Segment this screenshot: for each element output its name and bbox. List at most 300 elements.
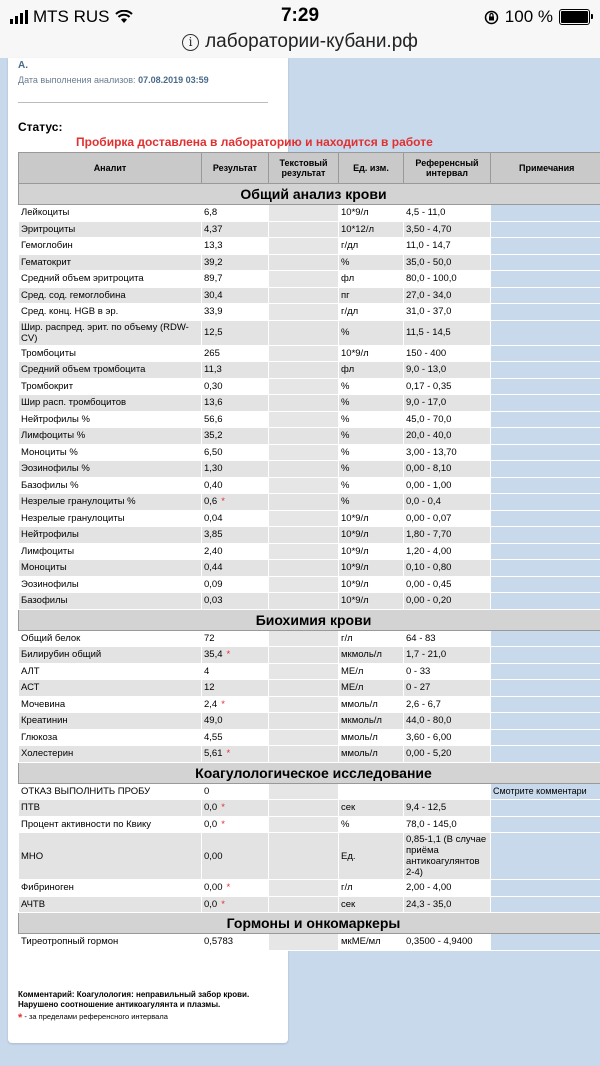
result-value: 0,30 (202, 378, 269, 395)
lab-comment: Комментарий: Коагулология: неправильный забор крови. Нарушено соотношение антикоагулянта и плазмы. (18, 990, 250, 1009)
note (491, 362, 600, 379)
note (491, 411, 600, 428)
result-value: 11,3 (202, 362, 269, 379)
table-row (19, 477, 600, 494)
unit: г/л (339, 880, 404, 897)
note (491, 395, 600, 412)
out-of-range-star-icon: * (221, 496, 225, 508)
patient-initial: А. (18, 60, 28, 71)
table-row (19, 494, 600, 511)
note (491, 576, 600, 593)
unit: % (339, 254, 404, 271)
unit: фл (339, 271, 404, 288)
reference-interval: 3,60 - 6,00 (404, 729, 491, 746)
text-result (269, 696, 339, 713)
unit: Ед. (339, 833, 404, 880)
unit: мкмоль/л (339, 647, 404, 664)
unit (339, 783, 404, 800)
section-title: Гормоны и онкомаркеры (19, 913, 600, 934)
table-row (19, 816, 600, 833)
unit: сек (339, 896, 404, 913)
result-value: 12 (202, 680, 269, 697)
analyte-name: Средний объем тромбоцита (19, 362, 202, 379)
note (491, 560, 600, 577)
orientation-lock-icon (484, 10, 499, 25)
unit: 10*9/л (339, 527, 404, 544)
note (491, 833, 600, 880)
table-row (19, 833, 600, 880)
reference-interval: 0 - 33 (404, 663, 491, 680)
text-result (269, 680, 339, 697)
result-value: 6,8 (202, 205, 269, 222)
column-header-reference: Референсный интервал (404, 153, 491, 184)
reference-interval: 0,00 - 0,45 (404, 576, 491, 593)
reference-interval: 0,00 - 5,20 (404, 746, 491, 763)
analysis-date: Дата выполнения анализов: 07.08.2019 03:59 (18, 75, 209, 85)
reference-interval: 0,00 - 0,20 (404, 593, 491, 610)
unit: % (339, 411, 404, 428)
reference-interval: 80,0 - 100,0 (404, 271, 491, 288)
section-header (19, 609, 600, 630)
text-result (269, 527, 339, 544)
table-row (19, 320, 600, 345)
out-of-range-star-icon: * (226, 882, 231, 894)
table-row (19, 663, 600, 680)
reference-interval: 0,00 - 8,10 (404, 461, 491, 478)
result-value: 4,37 (202, 221, 269, 238)
unit: ммоль/л (339, 729, 404, 746)
result-value: 13,6 (202, 395, 269, 412)
status-label: Статус: (18, 120, 63, 134)
reference-interval: 3,00 - 13,70 (404, 444, 491, 461)
unit: МЕ/л (339, 663, 404, 680)
unit: фл (339, 362, 404, 379)
text-result (269, 593, 339, 610)
note (491, 494, 600, 511)
reference-interval: 3,50 - 4,70 (404, 221, 491, 238)
note (491, 680, 600, 697)
reference-interval: 20,0 - 40,0 (404, 428, 491, 445)
table-row (19, 647, 600, 664)
table-row (19, 560, 600, 577)
note (491, 880, 600, 897)
note (491, 527, 600, 544)
analyte-name: МНО (19, 833, 202, 880)
text-result (269, 345, 339, 362)
unit: % (339, 494, 404, 511)
section-header (19, 913, 600, 934)
unit: % (339, 816, 404, 833)
analyte-name: АСТ (19, 680, 202, 697)
table-row (19, 593, 600, 610)
out-of-range-star-icon: * (18, 1012, 23, 1024)
result-value: 2,40 (202, 543, 269, 560)
reference-interval: 1,20 - 4,00 (404, 543, 491, 560)
text-result (269, 477, 339, 494)
unit: 10*9/л (339, 593, 404, 610)
table-row (19, 444, 600, 461)
note (491, 800, 600, 817)
unit: 10*9/л (339, 576, 404, 593)
table-row (19, 696, 600, 713)
analyte-name: Моноциты % (19, 444, 202, 461)
table-row (19, 729, 600, 746)
result-value: 12,5 (202, 320, 269, 345)
out-of-range-star-icon: * (221, 802, 225, 814)
text-result (269, 934, 339, 951)
result-value: 39,2 (202, 254, 269, 271)
text-result (269, 428, 339, 445)
reference-interval: 24,3 - 35,0 (404, 896, 491, 913)
table-row (19, 411, 600, 428)
result-value: 4 (202, 663, 269, 680)
result-value: 56,6 (202, 411, 269, 428)
text-result (269, 304, 339, 321)
note (491, 696, 600, 713)
note (491, 729, 600, 746)
note (491, 221, 600, 238)
result-value: 89,7 (202, 271, 269, 288)
note (491, 345, 600, 362)
unit: 10*9/л (339, 543, 404, 560)
result-value: 3,85 (202, 527, 269, 544)
text-result (269, 378, 339, 395)
result-value: 5,61 * (202, 746, 269, 763)
analyte-name: Фибриноген (19, 880, 202, 897)
result-value: 0,5783 (202, 934, 269, 951)
analyte-name: ОТКАЗ ВЫПОЛНИТЬ ПРОБУ (19, 783, 202, 800)
text-result (269, 783, 339, 800)
result-value: 35,4 * (202, 647, 269, 664)
table-row (19, 896, 600, 913)
table-row (19, 746, 600, 763)
note (491, 320, 600, 345)
unit: % (339, 395, 404, 412)
reference-interval: 11,0 - 14,7 (404, 238, 491, 255)
unit: % (339, 461, 404, 478)
out-of-range-star-icon: * (226, 748, 231, 760)
ios-status-bar (0, 0, 600, 32)
text-result (269, 833, 339, 880)
reference-interval: 35,0 - 50,0 (404, 254, 491, 271)
note (491, 287, 600, 304)
analyte-name: Шир. распред. эрит. по объему (RDW-CV) (19, 320, 202, 345)
column-header-analyte: Аналит (19, 153, 202, 184)
text-result (269, 729, 339, 746)
unit: % (339, 378, 404, 395)
battery-info (484, 7, 590, 27)
column-header-result: Результат (202, 153, 269, 184)
unit: % (339, 477, 404, 494)
result-value: 49,0 (202, 713, 269, 730)
analyte-name: Тромбоциты (19, 345, 202, 362)
reference-interval: 31,0 - 37,0 (404, 304, 491, 321)
text-result (269, 713, 339, 730)
result-value: 0,40 (202, 477, 269, 494)
section-header (19, 762, 600, 783)
result-value: 72 (202, 630, 269, 647)
result-value: 0,44 (202, 560, 269, 577)
table-row (19, 543, 600, 560)
text-result (269, 746, 339, 763)
reference-interval: 1,7 - 21,0 (404, 647, 491, 664)
reference-interval: 11,5 - 14,5 (404, 320, 491, 345)
unit: 10*9/л (339, 205, 404, 222)
unit: ммоль/л (339, 696, 404, 713)
reference-interval: 2,00 - 4,00 (404, 880, 491, 897)
reference-interval: 4,5 - 11,0 (404, 205, 491, 222)
note (491, 461, 600, 478)
text-result (269, 320, 339, 345)
analyte-name: Тромбокрит (19, 378, 202, 395)
analyte-name: Незрелые гранулоциты (19, 510, 202, 527)
note: Смотрите комментари (491, 783, 600, 800)
analyte-name: Моноциты (19, 560, 202, 577)
result-value: 0,0 * (202, 816, 269, 833)
note (491, 647, 600, 664)
text-result (269, 461, 339, 478)
result-value: 35,2 (202, 428, 269, 445)
result-value: 0 (202, 783, 269, 800)
note (491, 630, 600, 647)
note (491, 254, 600, 271)
text-result (269, 896, 339, 913)
reference-interval: 1,80 - 7,70 (404, 527, 491, 544)
note (491, 934, 600, 951)
reference-interval: 2,6 - 6,7 (404, 696, 491, 713)
carrier-name: MTS RUS (33, 7, 110, 26)
text-result (269, 395, 339, 412)
result-value: 6,50 (202, 444, 269, 461)
reference-interval: 64 - 83 (404, 630, 491, 647)
reference-interval: 0,3500 - 4,9400 (404, 934, 491, 951)
analyte-name: Общий белок (19, 630, 202, 647)
analyte-name: Сред. сод. гемоглобина (19, 287, 202, 304)
analyte-name: Незрелые гранулоциты % (19, 494, 202, 511)
text-result (269, 510, 339, 527)
text-result (269, 543, 339, 560)
table-row (19, 510, 600, 527)
text-result (269, 880, 339, 897)
text-result (269, 362, 339, 379)
table-row (19, 428, 600, 445)
reference-interval: 78,0 - 145,0 (404, 816, 491, 833)
reference-interval (404, 783, 491, 800)
section-header (19, 184, 600, 205)
table-row (19, 378, 600, 395)
note (491, 816, 600, 833)
reference-interval: 150 - 400 (404, 345, 491, 362)
unit: ммоль/л (339, 746, 404, 763)
table-row (19, 287, 600, 304)
text-result (269, 663, 339, 680)
table-row (19, 880, 600, 897)
table-row (19, 630, 600, 647)
reference-interval: 27,0 - 34,0 (404, 287, 491, 304)
text-result (269, 254, 339, 271)
result-value: 0,00 * (202, 880, 269, 897)
table-row (19, 576, 600, 593)
analyte-name: Процент активности по Квику (19, 816, 202, 833)
result-value: 33,9 (202, 304, 269, 321)
reference-interval: 45,0 - 70,0 (404, 411, 491, 428)
unit: 10*9/л (339, 560, 404, 577)
analyte-name: Лимфоциты % (19, 428, 202, 445)
analyte-name: Сред. конц. HGB в эр. (19, 304, 202, 321)
unit: % (339, 444, 404, 461)
note (491, 510, 600, 527)
unit: пг (339, 287, 404, 304)
analyte-name: Гемоглобин (19, 238, 202, 255)
result-value: 13,3 (202, 238, 269, 255)
battery-icon (559, 9, 590, 25)
column-header-text-result: Текстовый результат (269, 153, 339, 184)
reference-interval: 9,0 - 13,0 (404, 362, 491, 379)
text-result (269, 205, 339, 222)
table-row (19, 713, 600, 730)
result-value: 0,6 * (202, 494, 269, 511)
analyte-name: Нейтрофилы % (19, 411, 202, 428)
note (491, 746, 600, 763)
table-row (19, 221, 600, 238)
status-text: Пробирка доставлена в лабораторию и находится в работе (76, 135, 433, 149)
unit: 10*9/л (339, 510, 404, 527)
note (491, 271, 600, 288)
unit: 10*9/л (339, 345, 404, 362)
text-result (269, 287, 339, 304)
battery-percent: 100 % (504, 7, 553, 26)
divider (18, 102, 268, 103)
out-of-range-star-icon: * (221, 698, 225, 710)
reference-interval: 0,00 - 1,00 (404, 477, 491, 494)
results-table (18, 152, 600, 951)
browser-url-bar[interactable] (0, 32, 600, 58)
reference-interval: 0 - 27 (404, 680, 491, 697)
table-row (19, 680, 600, 697)
table-row (19, 461, 600, 478)
result-value: 0,0 * (202, 800, 269, 817)
out-of-range-star-icon: * (221, 818, 225, 830)
table-row (19, 395, 600, 412)
analyte-name: Средний объем эритроцита (19, 271, 202, 288)
result-value: 0,0 * (202, 896, 269, 913)
analyte-name: Лейкоциты (19, 205, 202, 222)
table-header (19, 153, 600, 184)
note (491, 896, 600, 913)
result-value: 265 (202, 345, 269, 362)
text-result (269, 630, 339, 647)
analyte-name: Базофилы % (19, 477, 202, 494)
reference-interval: 0,10 - 0,80 (404, 560, 491, 577)
note (491, 543, 600, 560)
reference-interval: 0,0 - 0,4 (404, 494, 491, 511)
unit: г/дл (339, 304, 404, 321)
text-result (269, 271, 339, 288)
reference-interval: 9,0 - 17,0 (404, 395, 491, 412)
text-result (269, 576, 339, 593)
text-result (269, 494, 339, 511)
text-result (269, 800, 339, 817)
url-text[interactable]: лаборатории-кубани.рф (205, 31, 418, 52)
analyte-name: Нейтрофилы (19, 527, 202, 544)
reference-interval: 0,00 - 0,07 (404, 510, 491, 527)
analyte-name: Мочевина (19, 696, 202, 713)
analyte-name: Глюкоза (19, 729, 202, 746)
table-row (19, 934, 600, 951)
note (491, 444, 600, 461)
table-row (19, 345, 600, 362)
text-result (269, 411, 339, 428)
info-icon[interactable]: i (182, 34, 199, 51)
column-header-units: Ед. изм. (339, 153, 404, 184)
analyte-name: Билирубин общий (19, 647, 202, 664)
section-title: Коагулологическое исследование (19, 762, 600, 783)
analysis-date-value: 07.08.2019 03:59 (138, 75, 209, 85)
result-value: 0,09 (202, 576, 269, 593)
legend-text: - за пределами референсного интервала (24, 1012, 168, 1021)
note (491, 477, 600, 494)
note (491, 304, 600, 321)
analyte-name: Эритроциты (19, 221, 202, 238)
analyte-name: Шир расп. тромбоцитов (19, 395, 202, 412)
result-value: 1,30 (202, 461, 269, 478)
text-result (269, 221, 339, 238)
table-row (19, 238, 600, 255)
column-header-notes: Примечания (491, 153, 600, 184)
note (491, 663, 600, 680)
reference-interval: 0,85-1,1 (В случае приёма антикоагулянтов 2-4) (404, 833, 491, 880)
text-result (269, 238, 339, 255)
unit: % (339, 320, 404, 345)
result-value: 0,00 (202, 833, 269, 880)
analyte-name: Базофилы (19, 593, 202, 610)
result-value: 2,4 * (202, 696, 269, 713)
analyte-name: АЛТ (19, 663, 202, 680)
clock: 7:29 (280, 5, 320, 26)
unit: МЕ/л (339, 680, 404, 697)
unit: 10*12/л (339, 221, 404, 238)
reference-interval: 9,4 - 12,5 (404, 800, 491, 817)
note (491, 713, 600, 730)
out-of-range-star-icon: * (221, 898, 225, 910)
result-value: 30,4 (202, 287, 269, 304)
note (491, 238, 600, 255)
analyte-name: Эозинофилы % (19, 461, 202, 478)
table-row (19, 362, 600, 379)
reference-interval: 44,0 - 80,0 (404, 713, 491, 730)
table-row (19, 800, 600, 817)
analyte-name: Холестерин (19, 746, 202, 763)
out-of-range-star-icon: * (226, 649, 231, 661)
reference-interval: 0,17 - 0,35 (404, 378, 491, 395)
result-value: 0,04 (202, 510, 269, 527)
unit: г/дл (339, 238, 404, 255)
note (491, 428, 600, 445)
result-value: 0,03 (202, 593, 269, 610)
unit: мкмоль/л (339, 713, 404, 730)
text-result (269, 816, 339, 833)
table-row (19, 783, 600, 800)
unit: % (339, 428, 404, 445)
analyte-name: Тиреотропный гормон (19, 934, 202, 951)
analyte-name: Эозинофилы (19, 576, 202, 593)
unit: сек (339, 800, 404, 817)
text-result (269, 560, 339, 577)
note (491, 378, 600, 395)
note (491, 205, 600, 222)
unit: мкМЕ/мл (339, 934, 404, 951)
analyte-name: Креатинин (19, 713, 202, 730)
